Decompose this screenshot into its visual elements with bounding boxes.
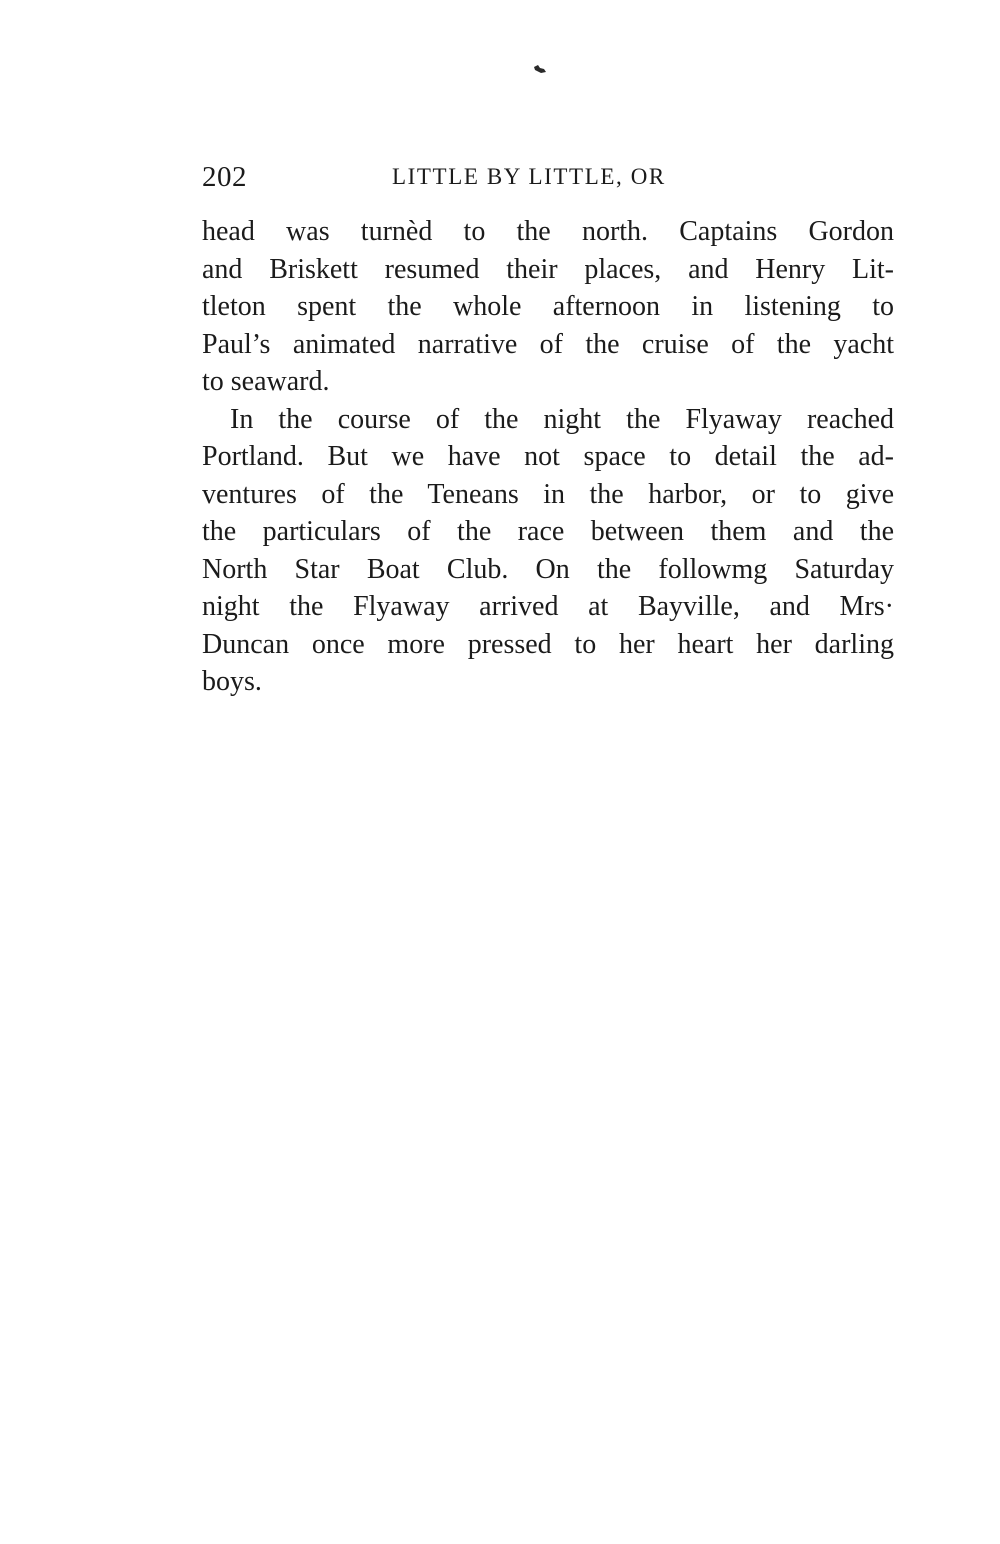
text-line: to seaward.: [202, 366, 330, 397]
ink-speck: [533, 64, 547, 74]
text-line: In the course of the night the Flyaway reached: [230, 403, 894, 435]
text-line: night the Flyaway arrived at Bayville, and Mrs·: [202, 591, 894, 622]
running-head: [202, 160, 894, 194]
text-line: Paul’s animated narrative of the cruise of the yacht: [202, 328, 894, 360]
body-text: [202, 213, 894, 701]
text-line: and Briskett resumed their places, and Henry Lit-: [202, 253, 894, 285]
text-line: tleton spent the whole afternoon in listening to: [202, 291, 894, 322]
text-line: Portland. But we have not space to detail the ad-: [202, 441, 894, 472]
text-line: North Star Boat Club. On the followmg Saturday: [202, 553, 894, 585]
text-line: the particulars of the race between them and the: [202, 516, 894, 547]
text-line: ventures of the Teneans in the harbor, or to give: [202, 478, 894, 510]
text-line: head was turnèd to the north. Captains Gordon: [202, 216, 894, 247]
paragraph: [202, 401, 894, 701]
text-line: Duncan once more pressed to her heart her darling: [202, 628, 894, 660]
page-number: 202: [202, 161, 247, 193]
paragraph: [202, 213, 894, 401]
text-line: boys.: [202, 666, 262, 697]
running-title: LITTLE BY LITTLE, OR: [392, 164, 666, 189]
